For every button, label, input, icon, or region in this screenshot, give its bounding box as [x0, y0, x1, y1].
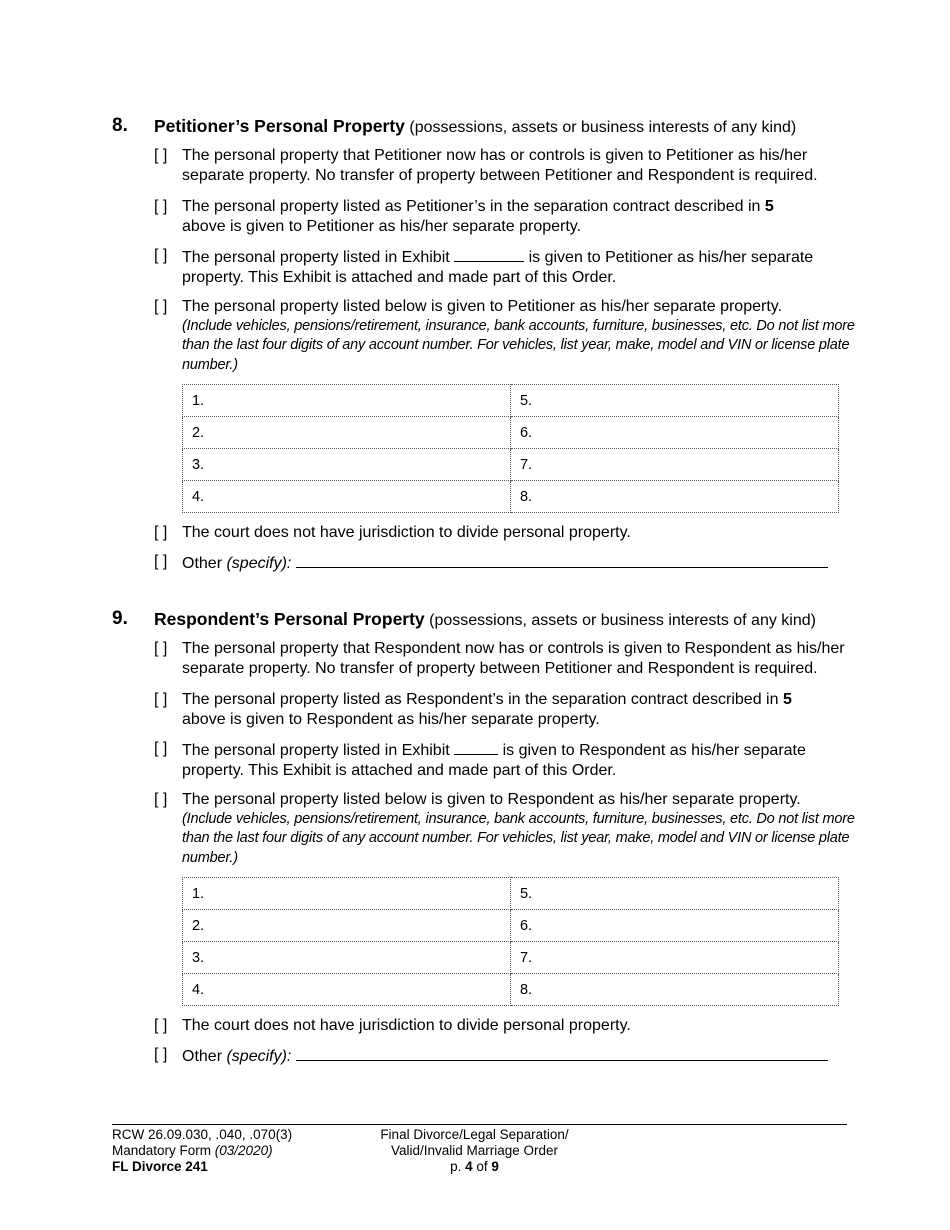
- section-heading: [112, 609, 847, 633]
- checkbox[interactable]: [ ]: [154, 640, 168, 657]
- option-note: (Include vehicles, pensions/retirement, insurance, bank accounts, furniture, businesses, etc. Do not list more than the last four digits of any account number. For vehicles, list year, make, model and VIN or license plate number.): [182, 810, 855, 866]
- option-text-cont: above is given to Petitioner as his/her separate property.: [182, 217, 582, 235]
- footer-title-line1: Final Divorce/Legal Separation/: [380, 1127, 569, 1142]
- table-row: [183, 878, 839, 910]
- table-cell[interactable]: 1.: [183, 385, 511, 417]
- page-total: 9: [491, 1159, 499, 1174]
- footer-form-info: [112, 1127, 292, 1175]
- other-blank[interactable]: [296, 1045, 828, 1061]
- table-cell[interactable]: 8.: [511, 481, 839, 513]
- section-reference: 5: [782, 691, 792, 708]
- option-text: The personal property that Respondent now has or controls is given to Respondent as his/her separate property. No transfer of property between Petitioner and Respondent is required.: [182, 640, 845, 677]
- checkbox[interactable]: [ ]: [154, 198, 168, 215]
- option-listed-below[interactable]: [112, 297, 855, 375]
- option-text: The personal property listed below is given to Petitioner as his/her separate property.: [182, 298, 783, 315]
- table-row: [183, 974, 839, 1006]
- property-table: [182, 877, 839, 1006]
- table-cell[interactable]: 2.: [183, 910, 511, 942]
- footer-form-id: FL Divorce 241: [112, 1159, 208, 1174]
- option-text: The personal property listed as Petitioner’s in the separation contract described in: [182, 198, 765, 215]
- table-cell[interactable]: 1.: [183, 878, 511, 910]
- option-text-cont: is given to Respondent as his/her separate property. This Exhibit is attached and made part of this Order.: [182, 742, 806, 779]
- other-label: Other: [182, 1047, 227, 1065]
- table-cell[interactable]: 6.: [511, 417, 839, 449]
- other-blank[interactable]: [296, 552, 828, 568]
- section-respondent-property: [112, 608, 855, 1066]
- exhibit-blank[interactable]: [454, 246, 524, 262]
- footer-title-line2: Valid/Invalid Marriage Order: [390, 1143, 559, 1158]
- section-title: [154, 609, 816, 631]
- checkbox[interactable]: [ ]: [154, 298, 168, 315]
- page-footer: [112, 1124, 847, 1174]
- table-row: [183, 449, 839, 481]
- table-cell[interactable]: 6.: [511, 910, 839, 942]
- table-cell[interactable]: 8.: [511, 974, 839, 1006]
- other-label: Other: [182, 554, 227, 572]
- option-text-cont: is given to Petitioner as his/her separate property. This Exhibit is attached and made part of this Order.: [182, 249, 814, 286]
- page-current: 4: [465, 1159, 473, 1174]
- option-text: The court does not have jurisdiction to divide personal property.: [182, 524, 631, 541]
- section-title-text: Petitioner’s Personal Property: [154, 116, 405, 136]
- option-text: The personal property that Petitioner now has or controls is given to Petitioner as his/her separate property. No transfer of property between Petitioner and Respondent is required.: [182, 147, 818, 184]
- checkbox[interactable]: [ ]: [154, 552, 168, 570]
- section-subtitle: (possessions, assets or business interests of any kind): [409, 119, 797, 136]
- page-of: of: [472, 1159, 492, 1174]
- footer-form-title: [352, 1127, 597, 1175]
- option-exhibit[interactable]: [112, 246, 847, 287]
- other-specify: (specify):: [226, 554, 292, 572]
- section-number: 9.: [112, 608, 128, 629]
- option-text: The personal property listed in Exhibit: [182, 742, 455, 759]
- table-row: [183, 481, 839, 513]
- section-reference: 5: [764, 198, 774, 215]
- checkbox[interactable]: [ ]: [154, 740, 168, 757]
- option-no-jurisdiction[interactable]: [112, 523, 847, 543]
- option-text: The personal property listed in Exhibit: [182, 249, 455, 266]
- checkbox[interactable]: [ ]: [154, 691, 168, 708]
- option-separation-contract[interactable]: [112, 197, 847, 236]
- table-cell[interactable]: 7.: [511, 449, 839, 481]
- section-title-text: Respondent’s Personal Property: [154, 609, 425, 629]
- option-keep-controlled[interactable]: [112, 639, 847, 678]
- checkbox[interactable]: [ ]: [154, 247, 168, 264]
- table-row: [183, 417, 839, 449]
- other-specify: (specify):: [226, 1047, 292, 1065]
- exhibit-blank[interactable]: [454, 739, 498, 755]
- table-cell[interactable]: 3.: [183, 942, 511, 974]
- table-cell[interactable]: 7.: [511, 942, 839, 974]
- checkbox[interactable]: [ ]: [154, 524, 168, 541]
- table-cell[interactable]: 4.: [183, 481, 511, 513]
- option-text-cont: above is given to Respondent as his/her separate property.: [182, 710, 600, 728]
- option-no-jurisdiction[interactable]: [112, 1016, 847, 1036]
- option-keep-controlled[interactable]: [112, 146, 847, 185]
- table-row: [183, 942, 839, 974]
- section-title: [154, 116, 796, 138]
- table-cell[interactable]: 3.: [183, 449, 511, 481]
- option-separation-contract[interactable]: [112, 690, 847, 729]
- option-listed-below[interactable]: [112, 790, 855, 868]
- option-text: The personal property listed below is given to Respondent as his/her separate property.: [182, 791, 801, 808]
- table-row: [183, 910, 839, 942]
- checkbox[interactable]: [ ]: [154, 791, 168, 808]
- table-cell[interactable]: 5.: [511, 385, 839, 417]
- option-text: The personal property listed as Respondent’s in the separation contract described in: [182, 691, 783, 708]
- table-cell[interactable]: 2.: [183, 417, 511, 449]
- option-other[interactable]: [112, 552, 847, 574]
- option-note: (Include vehicles, pensions/retirement, insurance, bank accounts, furniture, businesses, etc. Do not list more than the last four digits of any account number. For vehicles, list year, make, model and VIN or license plate number.): [182, 317, 855, 373]
- section-petitioner-property: [112, 115, 855, 573]
- checkbox[interactable]: [ ]: [154, 1045, 168, 1063]
- section-subtitle: (possessions, assets or business interests of any kind): [429, 612, 816, 629]
- table-cell[interactable]: 4.: [183, 974, 511, 1006]
- section-number: 8.: [112, 115, 128, 136]
- option-exhibit[interactable]: [112, 739, 847, 780]
- section-heading: [112, 116, 847, 140]
- footer-rcw: RCW 26.09.030, .040, .070(3): [112, 1127, 293, 1142]
- footer-mandatory-date: (03/2020): [214, 1143, 273, 1158]
- footer-page-number: [352, 1159, 597, 1175]
- checkbox[interactable]: [ ]: [154, 147, 168, 164]
- table-cell[interactable]: 5.: [511, 878, 839, 910]
- checkbox[interactable]: [ ]: [154, 1017, 168, 1034]
- property-table: [182, 384, 839, 513]
- table-row: [183, 385, 839, 417]
- option-other[interactable]: [112, 1045, 847, 1067]
- footer-mandatory: Mandatory Form: [112, 1143, 215, 1158]
- page-prefix: p.: [450, 1159, 466, 1174]
- option-text: The court does not have jurisdiction to divide personal property.: [182, 1017, 631, 1034]
